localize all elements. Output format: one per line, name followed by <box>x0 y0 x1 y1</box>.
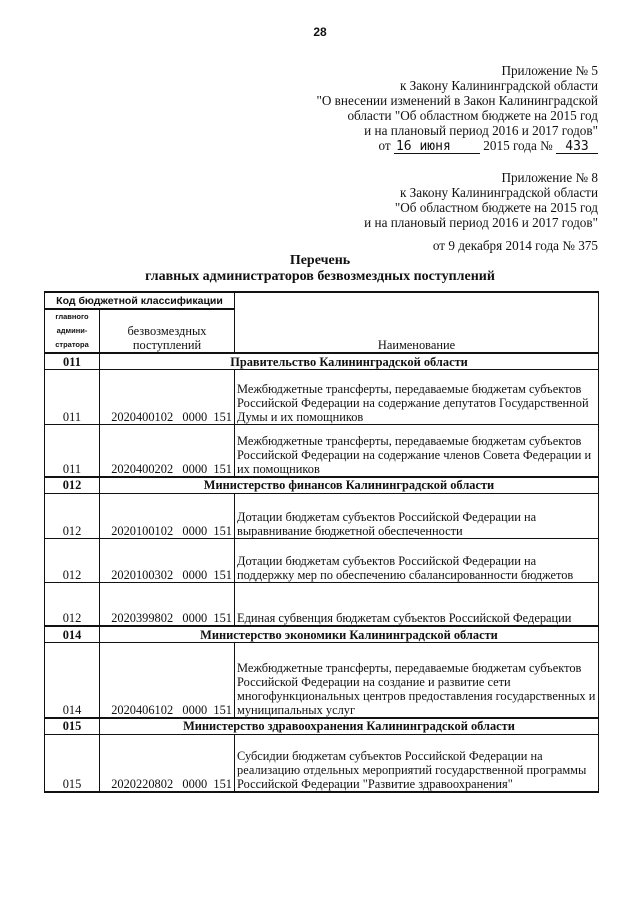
table-row <box>45 538 599 582</box>
appendix-8-line-5: от 9 декабря 2014 года № 375 <box>432 238 598 253</box>
document-subtitle: главных администраторов безвозмездных поступлений <box>145 269 495 284</box>
table-row <box>45 734 599 792</box>
admin-code-cell: 014 <box>45 643 100 718</box>
date-prefix: от <box>378 138 391 153</box>
section-code: 011 <box>45 353 100 370</box>
appendix-5-line-2: к Закону Калининградской области <box>399 78 598 93</box>
section-code: 014 <box>45 626 100 643</box>
name-cell: Дотации бюджетам субъектов Российской Федерации на выравнивание бюджетной обеспеченности <box>235 493 599 538</box>
section-code: 015 <box>45 718 100 735</box>
appendix-5-line-5: и на плановый период 2016 и 2017 годов" <box>364 123 598 138</box>
name-cell: Субсидии бюджетам субъектов Российской Федерации на реализацию отдельных мероприятий государственной программы Российской Федерации "Развитие здравоохранения" <box>235 734 599 792</box>
handwritten-date: 16 июня <box>394 140 480 154</box>
section-code: 012 <box>45 477 100 494</box>
handwritten-number: 433 <box>556 140 598 154</box>
receipt-code-cell: 2020399802 0000 151 <box>100 582 235 626</box>
appendix-8-line-1: Приложение № 8 <box>501 170 598 185</box>
table-row <box>45 643 599 718</box>
admin-code-cell: 012 <box>45 493 100 538</box>
receipt-code-cell: 2020400102 0000 151 <box>100 370 235 425</box>
section-name: Правительство Калининградской области <box>100 353 599 370</box>
receipt-code-cell: 2020406102 0000 151 <box>100 643 235 718</box>
admin-code-cell: 012 <box>45 538 100 582</box>
appendix-8-line-4: и на плановый период 2016 и 2017 годов" <box>364 215 598 230</box>
section-row <box>45 353 599 370</box>
section-name: Министерство финансов Калининградской области <box>100 477 599 494</box>
header-name: Наименование <box>235 292 599 353</box>
appendix-8-line-2: к Закону Калининградской области <box>399 185 598 200</box>
name-cell: Дотации бюджетам субъектов Российской Федерации на поддержку мер по обеспечению сбалансированности бюджетов <box>235 538 599 582</box>
name-cell: Единая субвенция бюджетам субъектов Российской Федерации <box>235 582 599 626</box>
table-row <box>45 493 599 538</box>
receipt-code-cell: 2020100302 0000 151 <box>100 538 235 582</box>
section-name: Министерство экономики Калининградской области <box>100 626 599 643</box>
page-number: 28 <box>313 25 327 39</box>
name-cell: Межбюджетные трансферты, передаваемые бюджетам субъектов Российской Федерации на содержание членов Совета Федерации и их помощников <box>235 425 599 477</box>
section-row <box>45 718 599 735</box>
date-suffix: 2015 года № <box>483 138 553 153</box>
header-chief-administrator: главного админи-стратора <box>45 309 100 353</box>
section-row <box>45 626 599 643</box>
name-cell: Межбюджетные трансферты, передаваемые бюджетам субъектов Российской Федерации на содержание депутатов Государственной Думы и их помощников <box>235 370 599 425</box>
appendix-8-header <box>364 170 598 230</box>
admin-code-cell: 011 <box>45 425 100 477</box>
document-title: Перечень <box>289 253 351 268</box>
appendix-5-header <box>316 63 598 154</box>
admin-code-cell: 011 <box>45 370 100 425</box>
appendix-5-line-1: Приложение № 5 <box>501 63 598 78</box>
table-row <box>45 582 599 626</box>
header-budget-code: Код бюджетной классификации <box>45 292 235 309</box>
receipt-code-cell: 2020220802 0000 151 <box>100 734 235 792</box>
name-cell: Межбюджетные трансферты, передаваемые бюджетам субъектов Российской Федерации на создание и развитие сети многофункциональных центров предоставления государственных и муниципальных услуг <box>235 643 599 718</box>
receipt-code-cell: 2020400202 0000 151 <box>100 425 235 477</box>
admin-code-cell: 012 <box>45 582 100 626</box>
section-row <box>45 477 599 494</box>
appendix-5-date-line <box>316 138 598 154</box>
receipt-code-cell: 2020100102 0000 151 <box>100 493 235 538</box>
table-row <box>45 370 599 425</box>
header-free-receipts: безвозмездных поступлений <box>100 309 235 353</box>
appendix-5-line-3: "О внесении изменений в Закон Калининградской <box>316 93 598 108</box>
appendix-5-line-4: области "Об областном бюджете на 2015 год <box>347 108 598 123</box>
administrators-table <box>44 291 599 793</box>
section-name: Министерство здравоохранения Калининградской области <box>100 718 599 735</box>
table-row <box>45 425 599 477</box>
admin-code-cell: 015 <box>45 734 100 792</box>
appendix-8-line-3: "Об областном бюджете на 2015 год <box>394 200 598 215</box>
